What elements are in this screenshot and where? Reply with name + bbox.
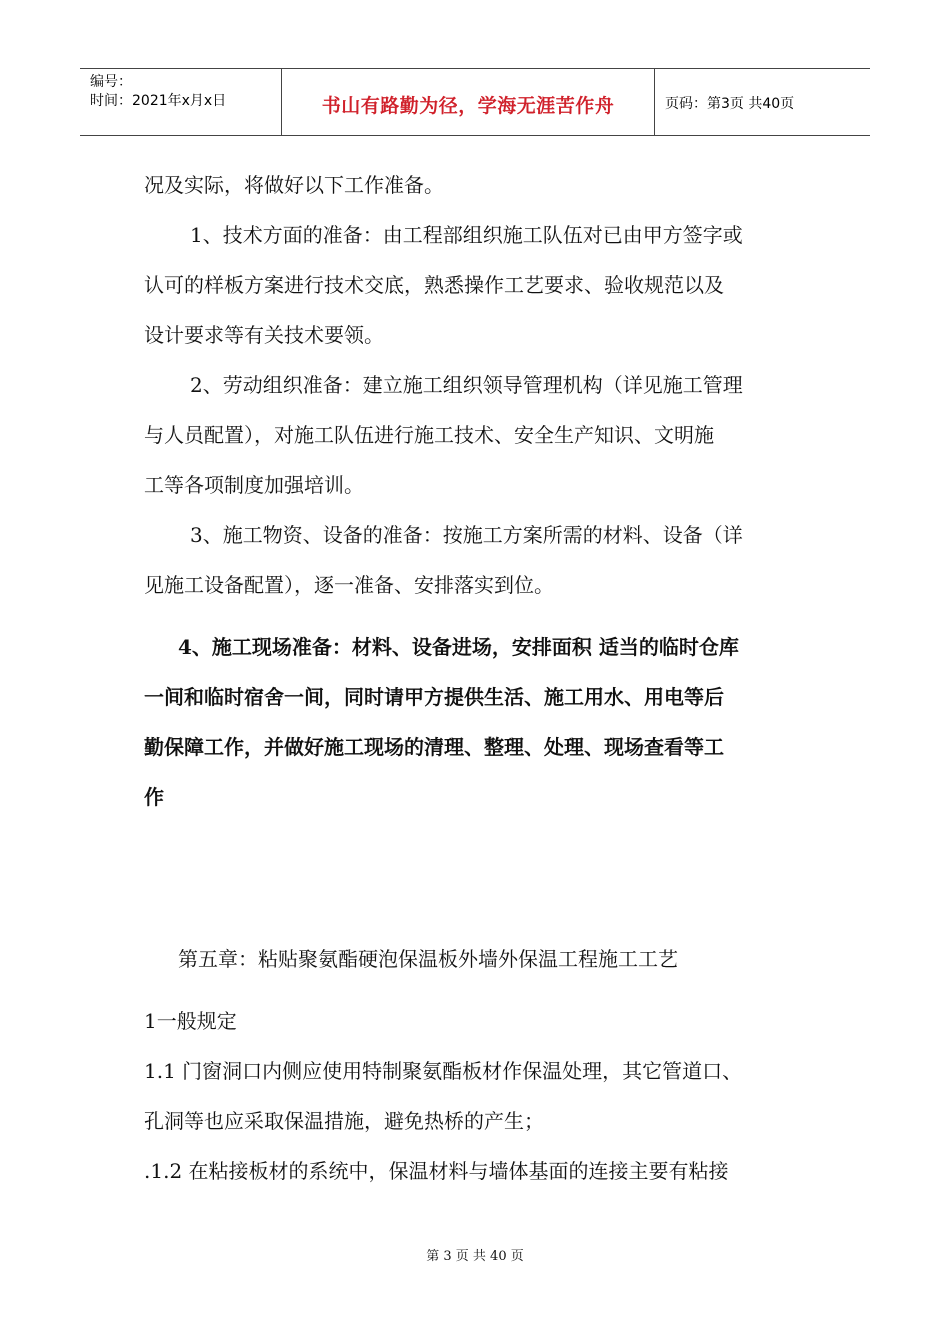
paragraph-4-line-4: 作 (144, 785, 164, 809)
section-1-1-line-1: 1.1 门窗洞口内侧应使用特制聚氨酯板材作保温处理，其它管道口、 (144, 1059, 743, 1083)
paragraph-2-line-3: 工等各项制度加强培训。 (144, 473, 364, 497)
paragraph-4-line-1: 4、施工现场准备：材料、设备进场，安排面积 适当的临时仓库 (178, 635, 739, 659)
chapter-title: 第五章：粘贴聚氨酯硬泡保温板外墙外保温工程施工工艺 (178, 947, 678, 971)
page-footer: 第 3 页 共 40 页 (426, 1249, 524, 1264)
document-body (144, 160, 814, 1196)
header-table (80, 68, 870, 136)
header-page-info: 页码：第3页 共40页 (665, 96, 795, 112)
section-1-2-line-1: .1.2 在粘接板材的系统中，保温材料与墙体基面的连接主要有粘接 (144, 1159, 729, 1183)
date-label: 时间：2021年x月x日 (90, 93, 227, 109)
paragraph-intro: 况及实际，将做好以下工作准备。 (144, 173, 444, 197)
paragraph-2-line-1: 2、劳动组织准备：建立施工组织领导管理机构（详见施工管理 (190, 373, 743, 397)
paragraph-3-line-1: 3、施工物资、设备的准备：按施工方案所需的材料、设备（详 (190, 523, 743, 547)
paragraph-2-line-2: 与人员配置），对施工队伍进行施工技术、安全生产知识、文明施 (144, 423, 714, 447)
number-label: 编号： (90, 74, 132, 90)
section-1-heading: 1一般规定 (144, 1009, 237, 1033)
paragraph-3-line-2: 见施工设备配置），逐一准备、安排落实到位。 (144, 573, 554, 597)
paragraph-1-line-3: 设计要求等有关技术要领。 (144, 323, 384, 347)
paragraph-1-line-1: 1、技术方面的准备：由工程部组织施工队伍对已由甲方签字或 (190, 223, 743, 247)
section-1-1-line-2: 孔洞等也应采取保温措施，避免热桥的产生； (144, 1109, 544, 1133)
header-motto: 书山有路勤为径，学海无涯苦作舟 (282, 69, 655, 135)
paragraph-4-line-2: 一间和临时宿舍一间，同时请甲方提供生活、施工用水、用电等后 (144, 685, 724, 709)
paragraph-1-line-2: 认可的样板方案进行技术交底，熟悉操作工艺要求、验收规范以及 (144, 273, 724, 297)
header-meta-cell (80, 69, 282, 135)
paragraph-4-line-3: 勤保障工作，并做好施工现场的清理、整理、处理、现场查看等工 (144, 735, 724, 759)
